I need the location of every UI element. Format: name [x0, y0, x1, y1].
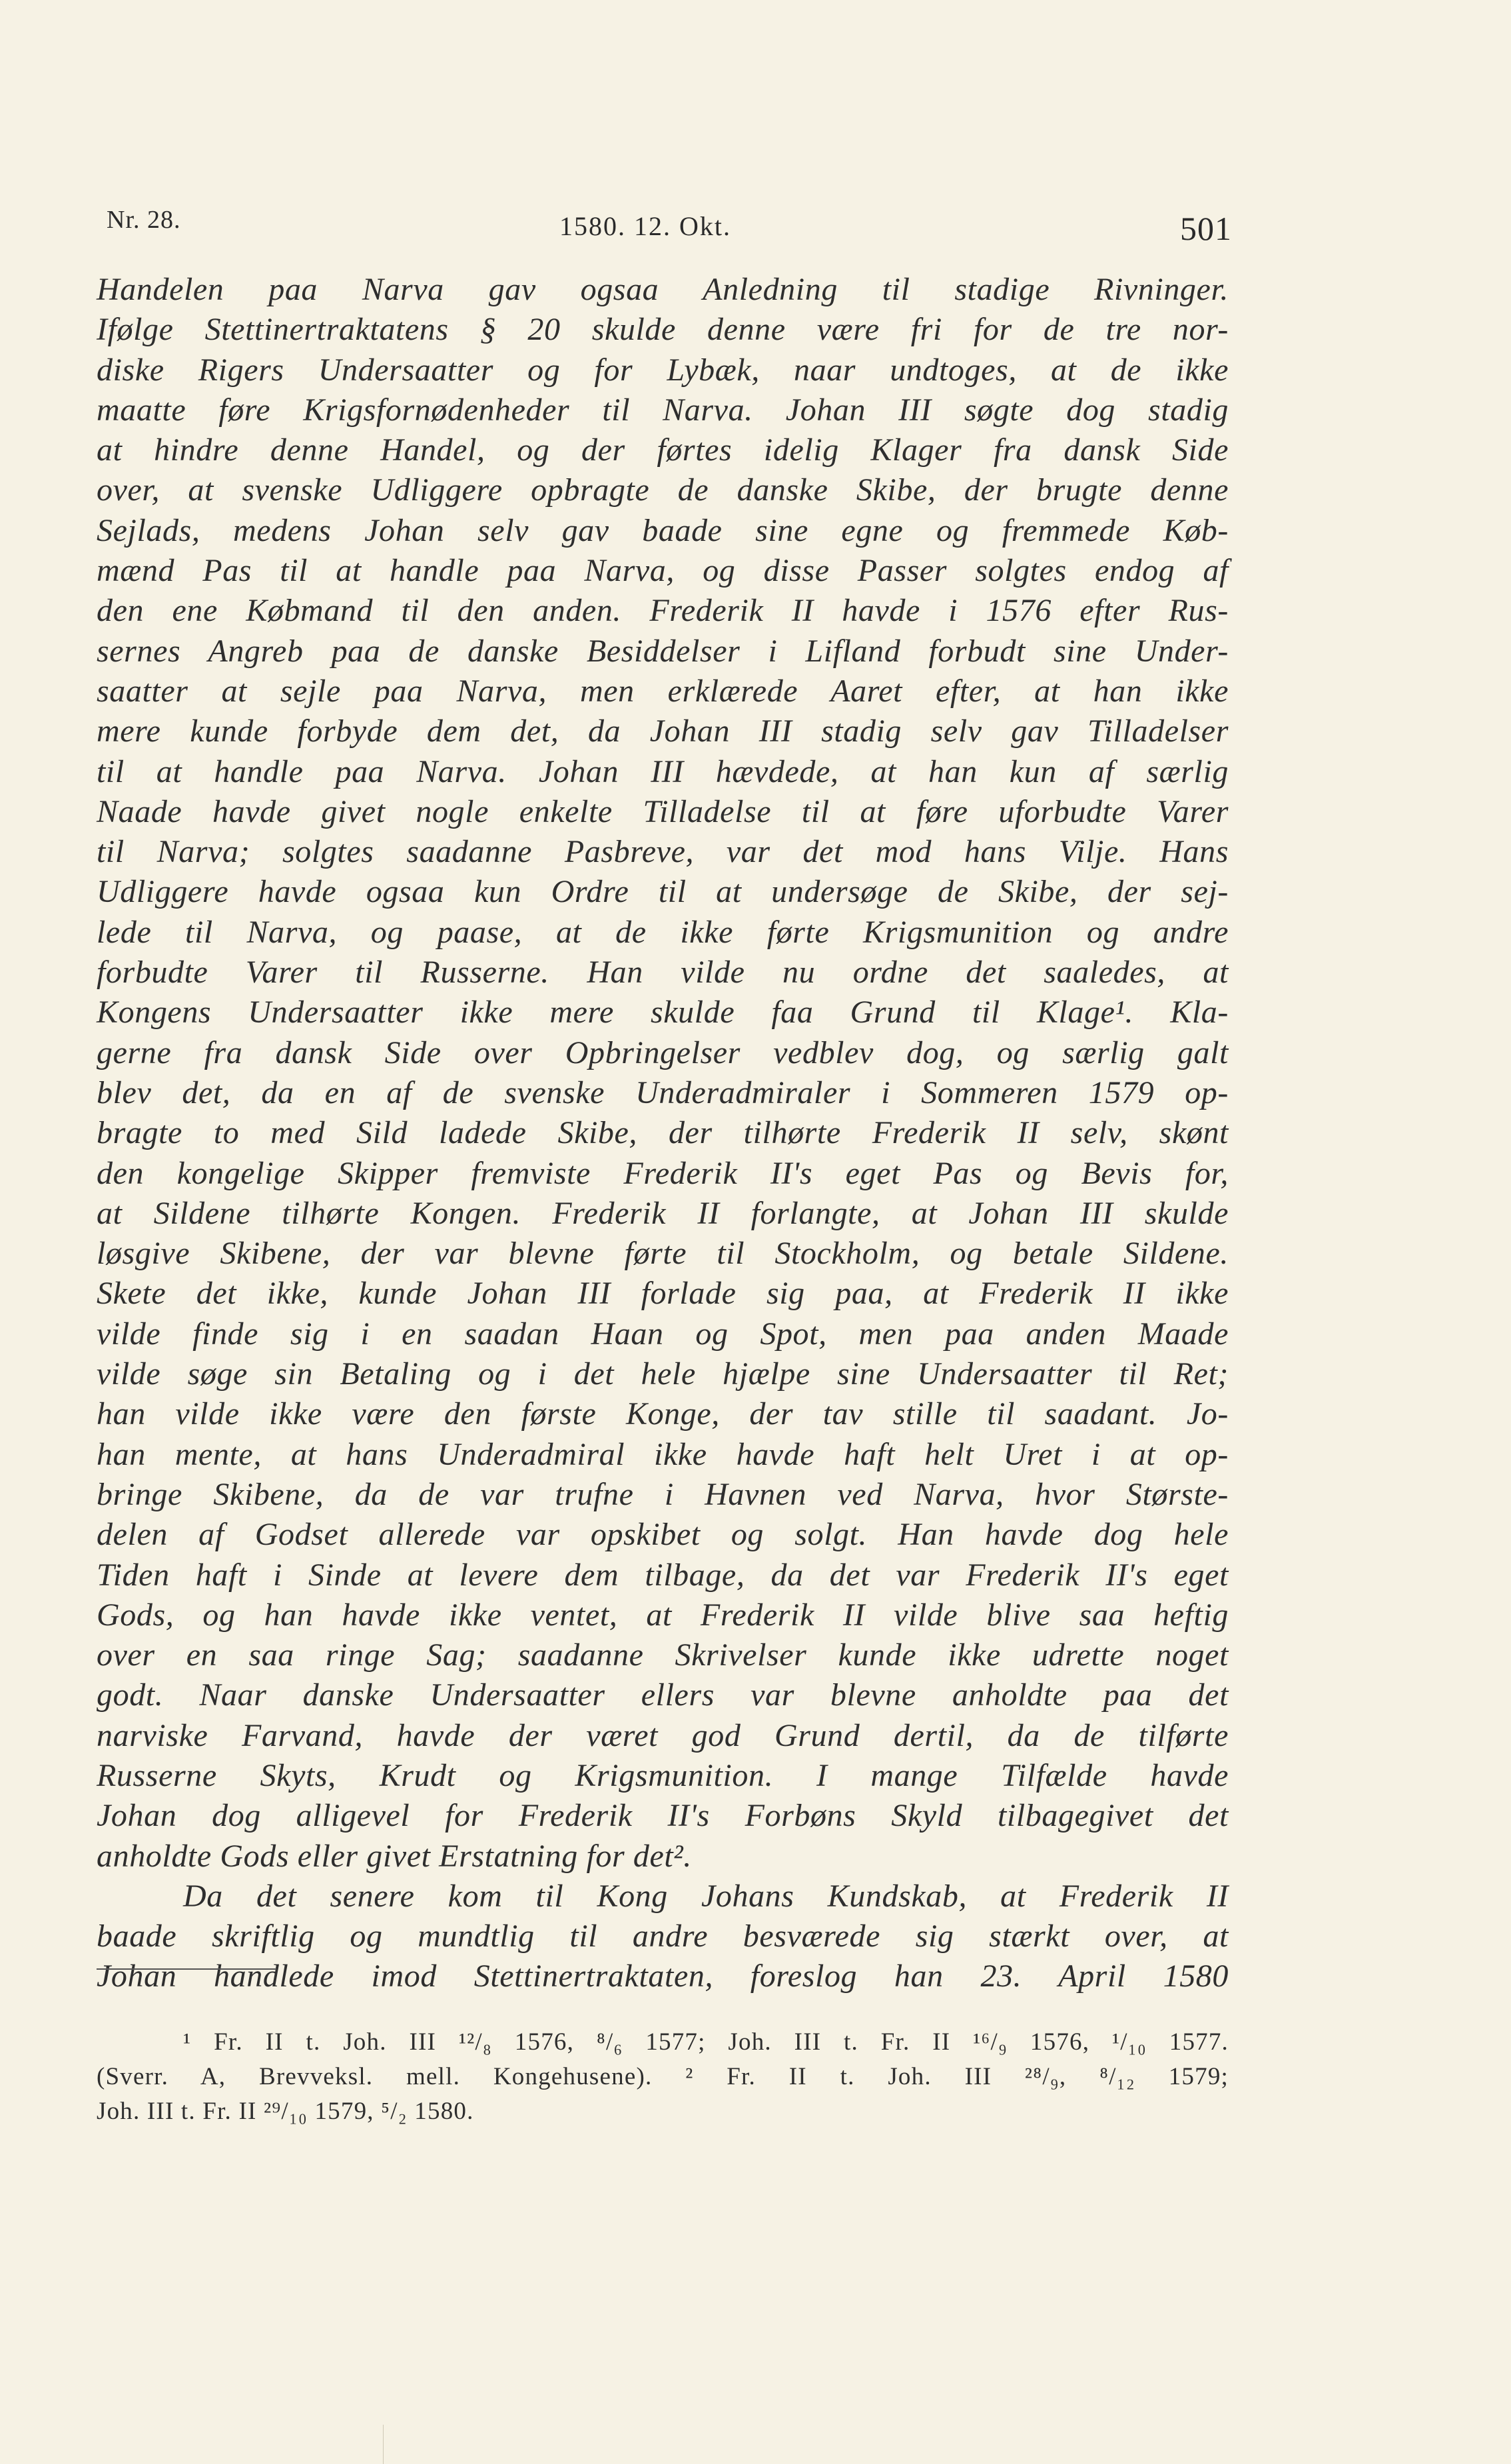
text-line: at hindre denne Handel, og der førtes idelig Klager fra dansk Side: [97, 432, 1229, 468]
text-line: vilde finde sig i en saadan Haan og Spot, men paa anden Maade: [97, 1316, 1229, 1352]
text-line: Kongens Undersaatter ikke mere skulde faa Grund til Klage¹. Kla-: [97, 995, 1229, 1030]
text-line: saatter at sejle paa Narva, men erklærede Aaret efter, at han ikke: [97, 673, 1229, 709]
text-line: sernes Angreb paa de danske Besiddelser i Lifland forbudt sine Under-: [97, 633, 1229, 669]
text-line: bringe Skibene, da de var trufne i Havnen ved Narva, hvor Største-: [97, 1476, 1229, 1512]
text-line: forbudte Varer til Russerne. Han vilde nu ordne det saaledes, at: [97, 955, 1229, 991]
footnote-line: ¹ Fr. II t. Joh. III ¹²/₈ 1576, ⁸/₆ 1577; Joh. III t. Fr. II ¹⁶/₉ 1576, ¹/₁₀ 1577.: [183, 2028, 1229, 2056]
text-line: blev det, da en af de svenske Underadmiraler i Sommeren 1579 op-: [97, 1074, 1229, 1110]
text-line: over, at svenske Udliggere opbragte de danske Skibe, der brugte denne: [97, 472, 1229, 508]
text-line: Udliggere havde ogsaa kun Ordre til at undersøge de Skibe, der sej-: [97, 874, 1229, 910]
text-line: Johan handlede imod Stettinertraktaten, foreslog han 23. April 1580: [97, 1958, 1229, 1994]
text-line: han mente, at hans Underadmiral ikke havde haft helt Uret i at op-: [97, 1436, 1229, 1472]
text-line: anholdte Gods eller givet Erstatning for det².: [97, 1838, 692, 1874]
header-date: 1580. 12. Okt.: [559, 211, 731, 241]
footnote-line: Joh. III t. Fr. II ²⁹/₁₀ 1579, ⁵/₂ 1580.: [97, 2098, 474, 2125]
text-line: vilde søge sin Betaling og i det hele hjælpe sine Undersaatter til Ret;: [97, 1356, 1229, 1392]
text-line: Handelen paa Narva gav ogsaa Anledning til stadige Rivninger.: [97, 272, 1229, 307]
text-line: den ene Købmand til den anden. Frederik II havde i 1576 efter Rus-: [97, 593, 1229, 629]
text-line: delen af Godset allerede var opskibet og solgt. Han havde dog hele: [97, 1517, 1229, 1553]
text-line: narviske Farvand, havde der været god Grund dertil, da de tilførte: [97, 1717, 1229, 1753]
text-line: Gods, og han havde ikke ventet, at Frederik II vilde blive saa heftig: [97, 1597, 1229, 1633]
footnote-line: (Sverr. A, Brevveksl. mell. Kongehusene). ² Fr. II t. Joh. III ²⁸/₉, ⁸/₁₂ 1579;: [97, 2063, 1229, 2090]
text-line: diske Rigers Undersaatter og for Lybæk, naar undtoges, at de ikke: [97, 352, 1229, 388]
text-line: bragte to med Sild ladede Skibe, der tilhørte Frederik II selv, skønt: [97, 1115, 1229, 1151]
text-line: han vilde ikke være den første Konge, der tav stille til saadant. Jo-: [97, 1396, 1229, 1432]
text-line: den kongelige Skipper fremviste Frederik II's eget Pas og Bevis for,: [97, 1155, 1229, 1191]
text-line: godt. Naar danske Undersaatter ellers var blevne anholdte paa det: [97, 1677, 1229, 1713]
running-header: [107, 205, 1232, 245]
text-line: løsgive Skibene, der var blevne førte til Stockholm, og betale Sildene.: [97, 1236, 1229, 1272]
text-line: Skete det ikke, kunde Johan III forlade sig paa, at Frederik II ikke: [97, 1276, 1229, 1312]
text-line: mere kunde forbyde dem det, da Johan III stadig selv gav Tilladelser: [97, 713, 1229, 749]
page-number: 501: [1180, 210, 1232, 247]
main-text: [97, 270, 1229, 1997]
text-line: Russerne Skyts, Krudt og Krigsmunition. I mange Tilfælde havde: [97, 1757, 1229, 1793]
text-line: Ifølge Stettinertraktatens § 20 skulde denne være fri for de tre nor-: [97, 312, 1229, 348]
text-line: gerne fra dansk Side over Opbringelser vedblev dog, og særlig galt: [97, 1034, 1229, 1070]
text-line: til at handle paa Narva. Johan III hævdede, at han kun af særlig: [97, 753, 1229, 789]
text-line: til Narva; solgtes saadanne Pasbreve, var det mod hans Vilje. Hans: [97, 834, 1229, 870]
text-line: Johan dog alligevel for Frederik II's Forbøns Skyld tilbagegivet det: [97, 1798, 1229, 1834]
text-line: Naade havde givet nogle enkelte Tilladelse til at føre uforbudte Varer: [97, 793, 1229, 829]
text-line: Da det senere kom til Kong Johans Kundskab, at Frederik II: [183, 1878, 1229, 1914]
text-line: over en saa ringe Sag; saadanne Skrivelser kunde ikke udrette noget: [97, 1637, 1229, 1673]
document-number: Nr. 28.: [107, 206, 181, 234]
text-line: at Sildene tilhørte Kongen. Frederik II forlangte, at Johan III skulde: [97, 1195, 1229, 1231]
footnotes: [97, 2025, 1229, 2129]
footnote-divider: [97, 1968, 276, 1970]
text-line: Sejlads, medens Johan selv gav baade sine egne og fremmede Køb-: [97, 512, 1229, 548]
page-crease: [383, 2425, 384, 2464]
text-line: baade skriftlig og mundtlig til andre besværede sig stærkt over, at: [97, 1918, 1229, 1954]
text-line: mænd Pas til at handle paa Narva, og disse Passer solgtes endog af: [97, 553, 1229, 589]
text-line: Tiden haft i Sinde at levere dem tilbage, da det var Frederik II's eget: [97, 1557, 1229, 1593]
text-line: maatte føre Krigsfornødenheder til Narva. Johan III søgte dog stadig: [97, 392, 1229, 428]
text-line: lede til Narva, og paase, at de ikke førte Krigsmunition og andre: [97, 914, 1229, 950]
